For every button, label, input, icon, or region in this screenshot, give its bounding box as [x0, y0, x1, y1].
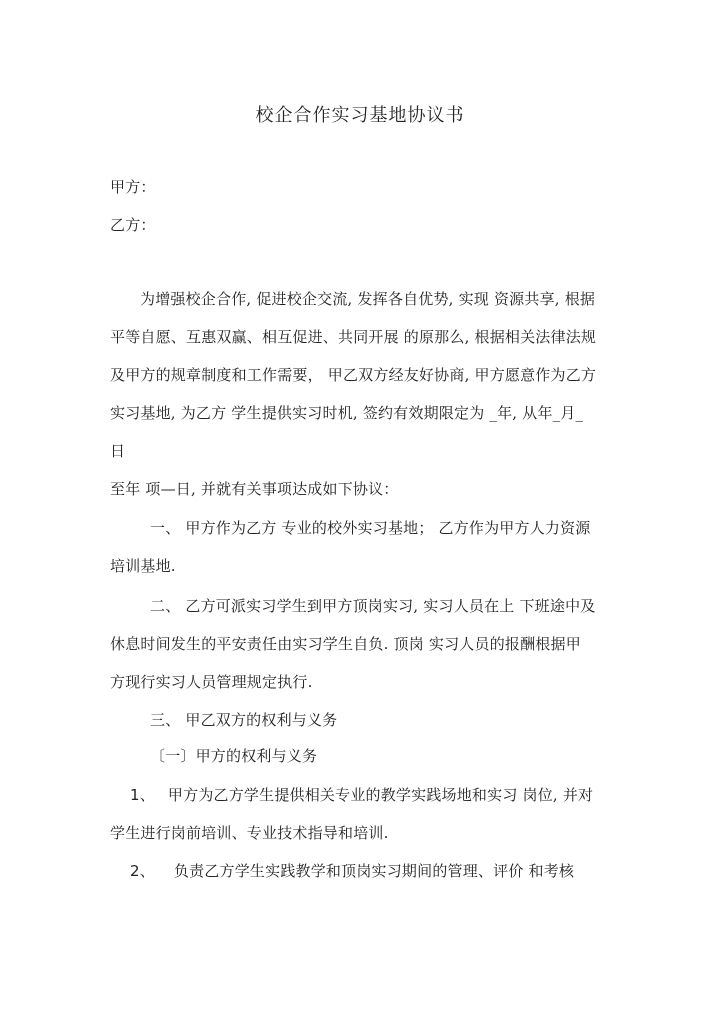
item-text: 负责乙方学生实践教学和顶岗实习期间的管理、评价 和考核 [173, 862, 575, 880]
list-item-continuation: 学生进行岗前培训、专业技术指导和培训. [110, 824, 389, 842]
intro-line: 及甲方的规章制度和工作需要， 甲乙双方经友好协商, 甲方愿意作为乙方 [110, 366, 597, 384]
intro-line: 至年 项—日, 并就有关事项达成如下协议： [110, 480, 399, 498]
clause-2-line: 二、 乙方可派实习学生到甲方顶岗实习, 实习人员在上 下班途中及 [150, 597, 596, 615]
party-a-label: 甲方： [110, 178, 156, 196]
party-b-label: 乙方： [110, 216, 156, 234]
subsection-heading: 〔一〕甲方的权利与义务 [150, 747, 318, 765]
item-text: 甲方为乙方学生提供相关专业的教学实践场地和实习 岗位, 并对 [167, 786, 594, 804]
clause-1-line: 一、 甲方作为乙方 专业的校外实习基地； 乙方作为甲方人力资源 [150, 519, 591, 537]
list-item [130, 785, 593, 805]
clause-1-line: 培训基地. [110, 557, 176, 575]
item-number: 2、 [130, 862, 155, 880]
intro-line: 日 [110, 442, 126, 460]
clause-3-heading: 三、 甲乙双方的权利与义务 [150, 711, 338, 729]
intro-line: 为增强校企合作, 促进校企交流, 发挥各自优势, 实现 资源共享, 根据 [140, 290, 596, 308]
clause-2-line: 休息时间发生的平安责任由实习学生自负. 顶岗 实习人员的报酬根据甲 [110, 635, 581, 653]
intro-line: 平等自愿、互惠双赢、相互促进、共同开展 的原那么, 根据相关法律法规 [110, 328, 597, 346]
intro-line: 实习基地, 为乙方 学生提供实习时机, 签约有效期限定为 _年, 从年_月_ [110, 404, 584, 422]
list-item [130, 861, 574, 881]
document-title: 校企合作实习基地协议书 [255, 105, 465, 126]
clause-2-line: 方现行实习人员管理规定执行. [110, 673, 313, 691]
item-number: 1、 [130, 786, 155, 804]
